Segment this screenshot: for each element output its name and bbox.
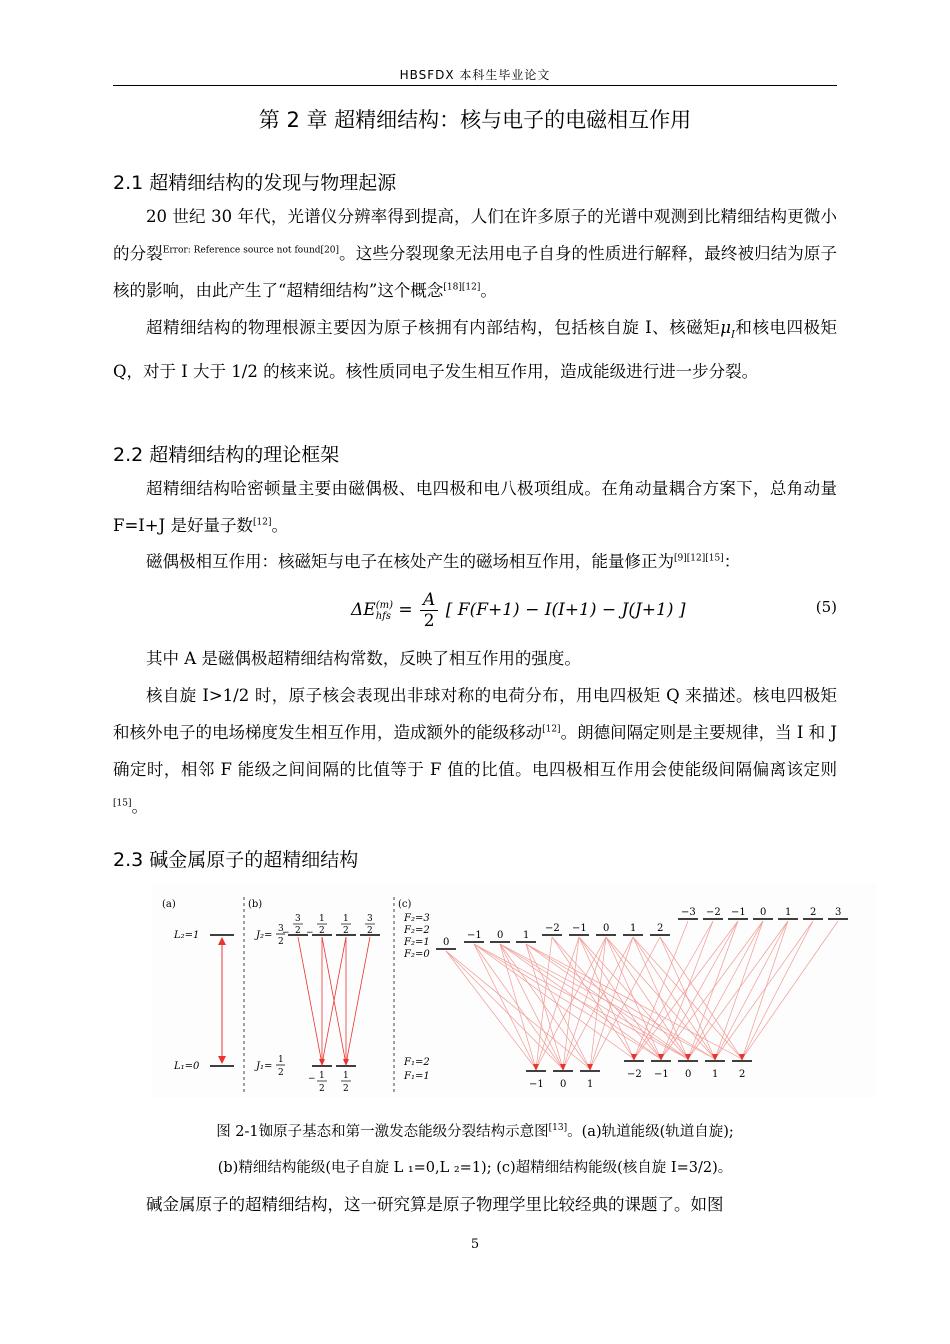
sublevel-num: 1 <box>319 1071 325 1081</box>
label-l1: L₁=0 <box>174 1061 200 1072</box>
sublevel-den: 2 <box>343 926 349 936</box>
sublevel-sign: − <box>282 928 290 938</box>
sublevel-num: 1 <box>343 914 349 924</box>
section-heading-2-3: 2.3 碱金属原子的超精细结构 <box>113 849 359 871</box>
equation-body: ΔE (m) hfs = $\frac{A}{2}$ [ F(F+1) − I(I+1) − J(J+1) ] <box>351 590 686 631</box>
hyperfine-transition-line <box>552 937 634 1059</box>
paragraph-alkali: 碱金属原子的超精细结构，这一研究算是原子物理学里比较经典的课题了。如图 <box>146 1195 724 1214</box>
paragraph-magnetic-dipole: 磁偶极相互作用：核磁矩与电子在核处产生的磁场相互作用，能量修正为[9][12][15]： <box>146 552 741 571</box>
sublevel-num: 1 <box>319 914 325 924</box>
arrow-head <box>533 1064 539 1071</box>
citation: [15] <box>113 798 132 809</box>
header-rule <box>113 85 837 86</box>
panel-label-c: (c) <box>398 899 412 910</box>
panel-label-b: (b) <box>248 899 263 910</box>
page-number: 5 <box>470 1237 480 1252</box>
sublevel-sign: − <box>308 1074 316 1084</box>
sublevel-den: 2 <box>343 1084 349 1094</box>
sublevel-den: 2 <box>319 1084 325 1094</box>
hyperfine-transition-line <box>606 937 688 1059</box>
sublevel-num: 1 <box>343 1071 349 1081</box>
figure-caption-line-1: 图 2-1铷原子基态和第一激发态能级分裂结构示意图[13]。(a)轨道能级(轨道自旋); <box>216 1123 734 1140</box>
equation-number: (5) <box>815 598 837 616</box>
section-heading-2-2: 2.2 超精细结构的理论框架 <box>113 444 340 466</box>
arrow-head <box>218 1056 226 1064</box>
svg-text:2: 2 <box>278 1068 284 1078</box>
equation-5 <box>113 590 837 630</box>
hyperfine-transition-line <box>742 921 838 1059</box>
mf-label: −1 <box>572 923 587 934</box>
mf-label: 2 <box>810 907 817 918</box>
j1-fraction <box>276 1055 285 1078</box>
sublevel-num: 3 <box>367 914 373 924</box>
mf-label: 3 <box>835 907 842 918</box>
sublevel-sign: − <box>306 928 314 938</box>
chapter-title: 第 2 章 超精细结构：核与电子的电磁相互作用 <box>258 108 692 132</box>
citation: [9][12][15] <box>674 553 724 564</box>
energy-level-diagram <box>152 883 876 1098</box>
hyperfine-transition-line <box>474 944 563 1069</box>
mf-label: 0 <box>560 1079 567 1090</box>
fine-transition-line <box>298 937 322 1064</box>
mf-label: −1 <box>529 1079 544 1090</box>
mf-label: −1 <box>467 930 482 941</box>
paragraph-discovery: 20 世纪 30 年代，光谱仪分辨率得到提高，人们在许多原子的光谱中观测到比精细结构更微小的分裂$^{Error: Reference source not found[20]}$。这些分裂现象无法用电子自身的性质进行解释，最终被归结为原子核的影响，由此产生了“超精细结构”这个概念[18][12]。 <box>113 207 837 300</box>
paragraph-constant-a: 其中 A 是磁偶极超精细结构常数，反映了相互作用的强度。 <box>146 649 581 668</box>
hyperfine-transition-line <box>579 937 661 1059</box>
svg-text:1: 1 <box>278 1055 284 1065</box>
mf-label: 1 <box>523 930 530 941</box>
sublevel-den: 2 <box>295 926 301 936</box>
mf-label: 1 <box>785 907 792 918</box>
label-j1: J₁= <box>256 1061 273 1072</box>
mf-label: 2 <box>657 923 664 934</box>
hyperfine-transition-line <box>474 944 661 1059</box>
citation: Error: Reference source not found[20] <box>162 245 340 256</box>
hyperfine-transition-line <box>579 937 634 1059</box>
hyperfine-transition-line <box>715 921 813 1059</box>
hyperfine-transition-line <box>661 921 763 1059</box>
figure-caption-line-2: (b)精细结构能级(电子自旋 L ₁=0,L ₂=1); (c)超精细结构能级(核自旋 I=3/2)。 <box>217 1160 733 1176</box>
label-l2: L₂=1 <box>174 930 200 941</box>
svg-text:3: 3 <box>278 924 284 934</box>
transition-lines <box>298 921 838 1069</box>
hyperfine-transition-line <box>742 921 788 1059</box>
mf-label: −2 <box>545 923 560 934</box>
arrow-head <box>560 1064 566 1071</box>
f-upper-label: F₂=2 <box>404 925 430 936</box>
mf-label: 0 <box>443 937 450 948</box>
mf-label: 0 <box>760 907 767 918</box>
paragraph-hamiltonian: 超精细结构哈密顿量主要由磁偶极、电四极和电八极项组成。在角动量耦合方案下，总角动量 F=I+J 是好量子数[12]。 <box>113 479 837 535</box>
mf-label: −1 <box>654 1069 669 1080</box>
hyperfine-transition-line <box>590 937 660 1069</box>
energy-level-figure <box>152 883 876 1098</box>
section-heading-2-1: 2.1 超精细结构的发现与物理起源 <box>113 172 397 194</box>
citation: [12] <box>252 517 272 528</box>
arrow-head <box>343 1059 349 1066</box>
hyperfine-transition-line <box>688 921 788 1059</box>
hyperfine-transition-line <box>633 937 715 1059</box>
citation: [18][12] <box>443 282 481 293</box>
f-upper-label: F₂=1 <box>404 937 430 948</box>
fine-transition-line <box>346 937 370 1064</box>
label-j2: J₂= <box>256 930 273 941</box>
hyperfine-transition-line <box>446 951 536 1069</box>
citation: [12] <box>542 724 561 735</box>
mf-label: 2 <box>739 1069 746 1080</box>
mf-label: −3 <box>681 907 696 918</box>
sublevel-den: 2 <box>319 926 325 936</box>
f-lower-labels <box>403 1057 430 1082</box>
hyperfine-transition-line <box>742 921 813 1059</box>
mf-label: 0 <box>603 923 610 934</box>
mf-label: 0 <box>685 1069 692 1080</box>
equation-fraction: $\frac{A}{2}$ <box>420 590 438 631</box>
running-header: HBSFDX 本科生毕业论文 <box>399 68 551 82</box>
mf-label: −1 <box>731 907 746 918</box>
arrow-head <box>319 1059 325 1066</box>
sublevel-den: 2 <box>367 926 373 936</box>
mf-label: 0 <box>497 930 504 941</box>
f-upper-label: F₂=0 <box>404 949 430 960</box>
f-upper-labels <box>403 913 430 960</box>
sublevel-num: 3 <box>295 914 301 924</box>
arrow-head <box>218 937 226 945</box>
mf-label: −2 <box>706 907 721 918</box>
hyperfine-sublevels <box>436 907 848 1090</box>
f-lower-label: F₁=2 <box>404 1057 430 1068</box>
mf-label: 1 <box>587 1079 594 1090</box>
svg-text:2: 2 <box>278 937 284 947</box>
fine-structure-sublevels <box>282 914 380 1094</box>
mf-label: 1 <box>630 923 637 934</box>
mf-label: −2 <box>627 1069 642 1080</box>
paragraph-origin: 超精细结构的物理根源主要因为原子核拥有内部结构，包括核自旋 I、核磁矩$\mu_I$和核电四极矩 Q，对于 I 大于 1/2 的核来说。核性质同电子发生相互作用，造成能级进行进一步分裂。 <box>113 318 838 382</box>
hyperfine-transition-line <box>526 944 742 1059</box>
paragraph-quadrupole: 核自旋 I>1/2 时，原子核会表现出非球对称的电荷分布，用电四极矩 Q 来描述。核电四极矩和核外电子的电场梯度发生相互作用，造成额外的能级移动[12]。朗德间隔定则是主要规律，当 I 和 J 确定时，相邻 F 能级之间间隔的比值等于 F 值的比值。电四极相互作用会使能级间隔偏离该定则[15]。 <box>113 686 838 816</box>
f-lower-label: F₁=1 <box>404 1071 430 1082</box>
mf-label: 1 <box>712 1069 719 1080</box>
f-upper-label: F₂=3 <box>404 913 430 924</box>
hyperfine-transition-line <box>526 944 590 1069</box>
panel-label-a: (a) <box>162 899 176 910</box>
